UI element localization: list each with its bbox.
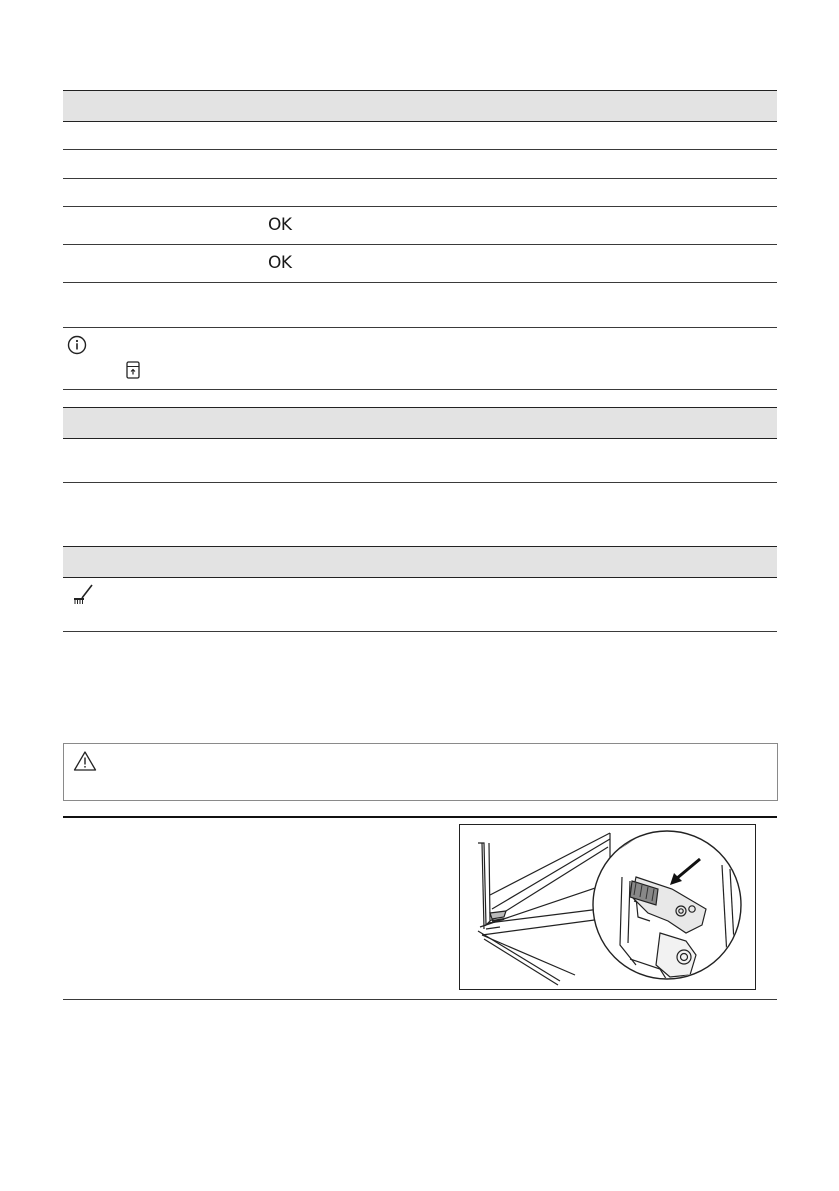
table2-bottom-rule <box>63 482 777 483</box>
warning-box <box>63 743 778 801</box>
step-table-bottom-rule <box>63 999 777 1000</box>
table2-header <box>63 407 777 439</box>
step-table-top-rule <box>63 816 777 818</box>
table3-bottom-rule <box>63 631 777 632</box>
table1-row-divider <box>63 244 777 245</box>
table1-row-divider <box>63 206 777 207</box>
table3-header <box>63 546 777 578</box>
table1-row-divider <box>63 327 777 328</box>
oven-door-hinge-figure <box>459 824 756 990</box>
table1-row-divider <box>63 178 777 179</box>
hinge-illustration <box>460 825 755 989</box>
table1-row-divider <box>63 282 777 283</box>
door-lock-icon <box>126 361 140 379</box>
table1-header <box>63 90 777 122</box>
warning-triangle-icon <box>73 750 97 772</box>
ok-button-symbol: OK <box>268 253 292 273</box>
info-icon <box>67 335 87 355</box>
table1-row-divider <box>63 149 777 150</box>
cleaning-brush-icon <box>70 583 96 605</box>
ok-button-symbol: OK <box>268 215 292 235</box>
table1-bottom-rule <box>63 389 777 390</box>
